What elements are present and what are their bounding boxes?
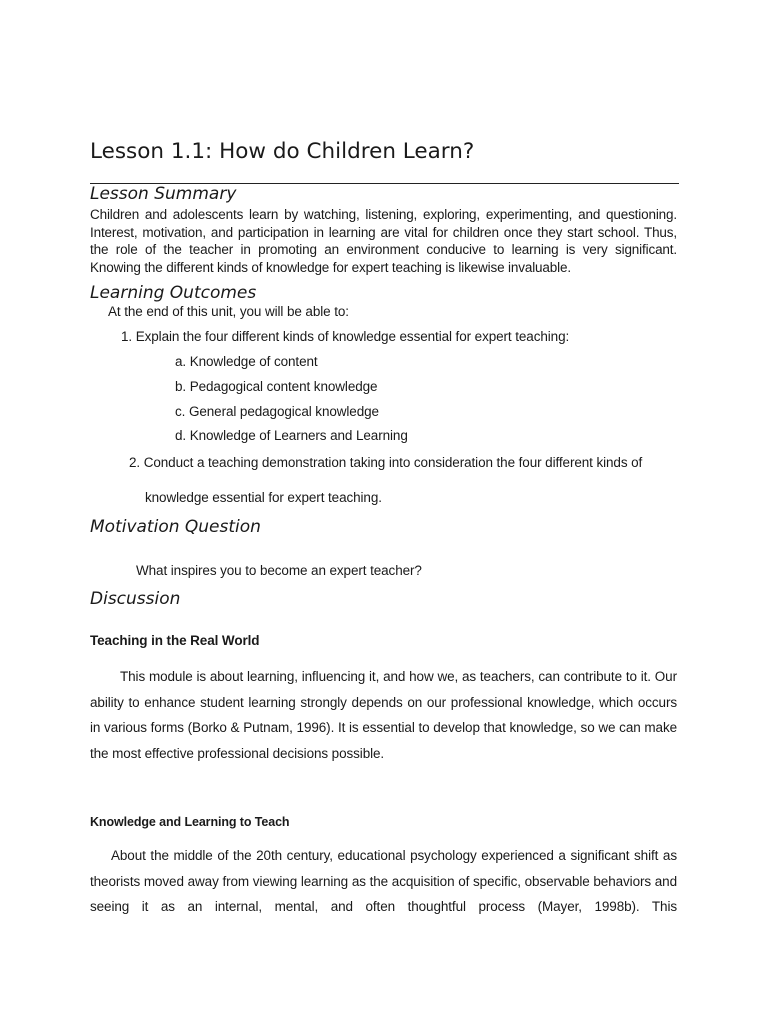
outcome-subitem-d: d. Knowledge of Learners and Learning <box>175 428 408 443</box>
motivation-question-text: What inspires you to become an expert teacher? <box>136 563 422 578</box>
lesson-summary-text: Children and adolescents learn by watching, listening, exploring, experimenting, and questioning. Interest, motivation, and participation in learning are vital for children once they start school. Thus, the role of the teacher in promoting an environment conducive to learning is very significant. Knowing the different kinds of knowledge for expert teaching is likewise invaluable. <box>90 207 677 275</box>
outcome-subitem-c: c. General pedagogical knowledge <box>175 404 379 419</box>
outcome-item-2-continuation: knowledge essential for expert teaching. <box>145 490 382 505</box>
subheading-knowledge-learning: Knowledge and Learning to Teach <box>90 815 290 829</box>
paragraph-knowledge-learning: About the middle of the 20th century, educational psychology experienced a significant shift as theorists moved away from viewing learning as the acquisition of specific, observable behaviors and seeing it as an internal, mental, and often thoughtful process (Mayer, 1998b). This <box>90 848 677 914</box>
paragraph-teaching-real-world: This module is about learning, influencing it, and how we, as teachers, can contribute to it. Our ability to enhance student learning strongly depends on our professional knowledge, which occurs in various forms (Borko & Putnam, 1996). It is essential to develop that knowledge, so we can make the most effective professional decisions possible. <box>90 669 677 761</box>
outcome-item-1: 1. Explain the four different kinds of knowledge essential for expert teaching: <box>121 329 570 344</box>
outcome-item-2: 2. Conduct a teaching demonstration taking into consideration the four different kinds of <box>129 455 643 470</box>
outcome-subitem-a: a. Knowledge of content <box>175 354 318 369</box>
learning-outcomes-intro: At the end of this unit, you will be able to: <box>108 304 349 319</box>
motivation-question-heading: Motivation Question <box>90 517 261 537</box>
subheading-teaching-real-world: Teaching in the Real World <box>90 633 260 648</box>
learning-outcomes-heading: Learning Outcomes <box>90 283 257 303</box>
outcome-subitem-b: b. Pedagogical content knowledge <box>175 379 378 394</box>
lesson-summary-heading: Lesson Summary <box>90 184 237 204</box>
discussion-heading: Discussion <box>90 589 181 609</box>
page-title: Lesson 1.1: How do Children Learn? <box>90 139 475 164</box>
